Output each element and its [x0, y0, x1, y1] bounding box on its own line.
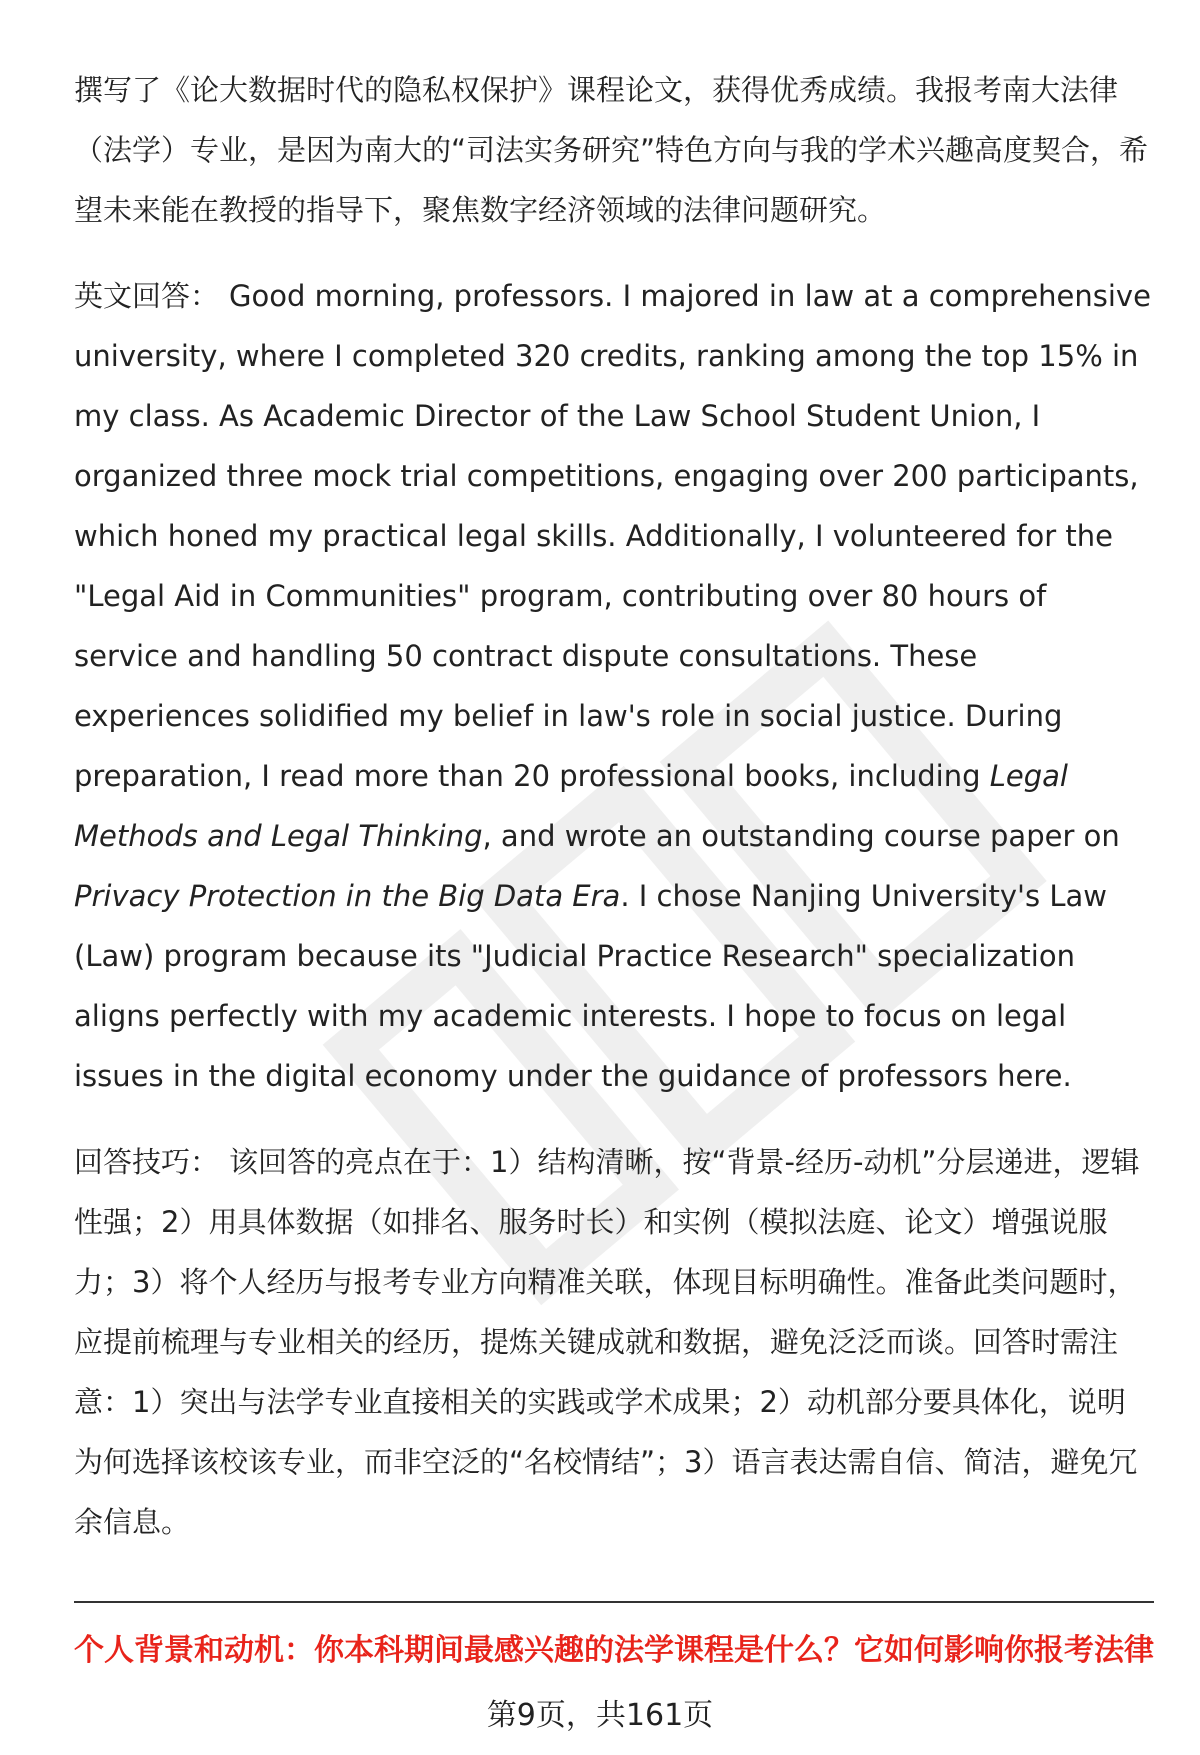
- english-answer-text-1: Good morning, professors. I majored in law at a comprehensive university, where I completed 320 credits, ranking among the top 15% in my class. As Academic Director of the Law School Student Union, I organized three mock trial competitions, engaging over 200 participants, which honed my practical legal skills. Additionally, I volunteered for the "Legal Aid in Communities" program, contributing over 80 hours of service and handling 50 contract dispute consultations. These experiences solidified my belief in law's role in social justice. During preparation, I read more than 20 professional books, including: [74, 279, 1151, 793]
- page-footer: 第9页，共161页: [486, 1698, 714, 1733]
- book-title-1: Legal Methods and Legal Thinking: [74, 759, 1068, 853]
- tips-text: 该回答的亮点在于：1）结构清晰，按“背景-经历-动机”分层递进，逻辑性强；2）用具体数据（如排名、服务时长）和实例（模拟法庭、论文）增强说服力；3）将个人经历与报考专业方向精准关联，体现目标明确性。准备此类问题时，应提前梳理与专业相关的经历，提炼关键成就和数据，避免泛泛而谈。回答时需注意：1）突出与法学专业直接相关的实践或学术成果；2）动机部分要具体化，说明为何选择该校该专业，而非空泛的“名校情结”；3）语言表达需自信、简洁，避免冗余信息。: [74, 1145, 1140, 1539]
- english-answer-label: 英文回答：: [74, 279, 220, 313]
- page-content: [74, 60, 1154, 1552]
- english-answer-text-3: . I chose Nanjing University's Law (Law) program because its "Judicial Practice Research" specialization aligns perfectly with my academic interests. I hope to focus on legal issues in the digital economy under the guidance of professors here.: [74, 879, 1107, 1093]
- tips-label: 回答技巧：: [74, 1145, 220, 1179]
- book-title-2: Privacy Protection in the Big Data Era: [74, 879, 621, 913]
- answer-tips: [74, 1132, 1154, 1552]
- section-divider: [74, 1601, 1154, 1603]
- english-answer: [74, 266, 1154, 1106]
- next-question-heading: 个人背景和动机：你本科期间最感兴趣的法学课程是什么？它如何影响你报考法律: [74, 1633, 1154, 1668]
- top-paragraph: 撰写了《论大数据时代的隐私权保护》课程论文，获得优秀成绩。我报考南大法律（法学）专业，是因为南大的“司法实务研究”特色方向与我的学术兴趣高度契合，希望未来能在教授的指导下，聚焦数字经济领域的法律问题研究。: [74, 73, 1149, 227]
- english-answer-text-2: , and wrote an outstanding course paper on: [482, 819, 1120, 853]
